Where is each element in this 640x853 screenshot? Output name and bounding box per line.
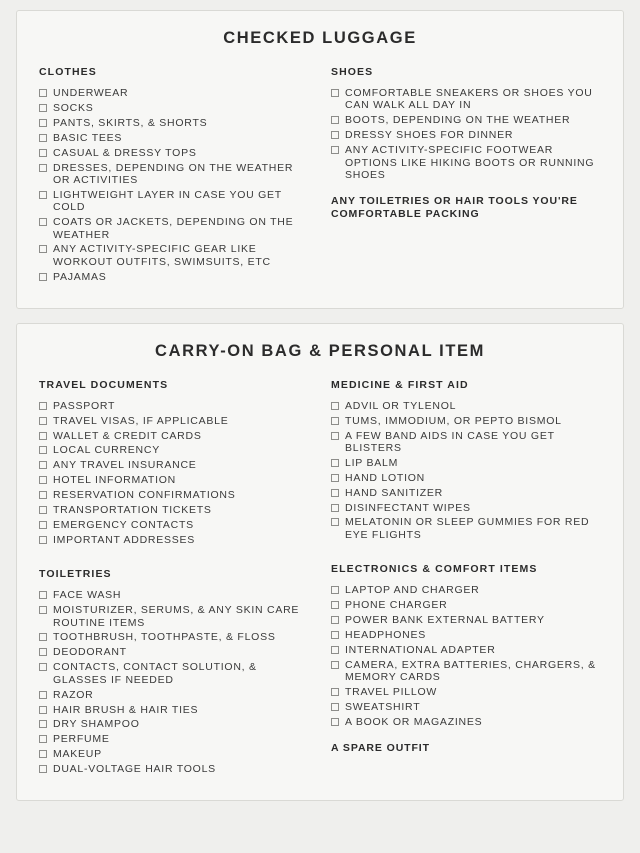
checkbox-icon[interactable] — [39, 402, 47, 410]
list-item-label: DUAL-VOLTAGE HAIR TOOLS — [53, 763, 216, 776]
list-item[interactable] — [331, 716, 601, 728]
list-item[interactable] — [39, 504, 309, 516]
list-item-label: DRY SHAMPOO — [53, 718, 140, 731]
checkbox-icon[interactable] — [39, 273, 47, 281]
checkbox-icon[interactable] — [39, 245, 47, 253]
checkbox-icon[interactable] — [331, 402, 339, 410]
list-item[interactable] — [39, 444, 309, 456]
list-item[interactable] — [39, 604, 309, 629]
list-item[interactable] — [39, 763, 309, 775]
list-item-label: PASSPORT — [53, 399, 116, 412]
list-item[interactable] — [331, 129, 601, 141]
section-note: A SPARE OUTFIT — [331, 742, 430, 755]
checkbox-icon[interactable] — [39, 506, 47, 514]
list-item[interactable] — [39, 132, 309, 144]
list-item[interactable] — [331, 415, 601, 427]
list-item-label: TRAVEL PILLOW — [345, 686, 438, 699]
list-item-label: LOCAL CURRENCY — [53, 444, 160, 457]
list-item-label: BOOTS, DEPENDING ON THE WEATHER — [345, 114, 571, 127]
list-item-label: HOTEL INFORMATION — [53, 474, 176, 487]
section-title: TRAVEL DOCUMENTS — [39, 378, 169, 391]
list-item[interactable] — [331, 457, 601, 469]
checkbox-icon[interactable] — [39, 765, 47, 773]
section-medicine-first-aid — [331, 379, 601, 542]
list-item-label: HAND SANITIZER — [345, 486, 444, 499]
checkbox-icon[interactable] — [39, 591, 47, 599]
checkbox-icon[interactable] — [39, 218, 47, 226]
checkbox-icon[interactable] — [39, 606, 47, 614]
checkbox-icon[interactable] — [331, 718, 339, 726]
list-item-label: IMPORTANT ADDRESSES — [53, 533, 196, 546]
checkbox-icon[interactable] — [331, 146, 339, 154]
list-item-label: DEODORANT — [53, 646, 127, 659]
list-item-label: DRESSES, DEPENDING ON THE WEATHER OR ACTIVITIES — [53, 161, 294, 186]
list-item[interactable] — [39, 589, 309, 601]
list-item[interactable] — [331, 686, 601, 698]
list-item[interactable] — [39, 631, 309, 643]
list-item-label: LAPTOP AND CHARGER — [345, 584, 480, 597]
list-item-label: PERFUME — [53, 733, 110, 746]
list-item[interactable] — [39, 189, 309, 214]
checkbox-icon[interactable] — [331, 646, 339, 654]
checkbox-icon[interactable] — [331, 504, 339, 512]
checkbox-icon[interactable] — [331, 89, 339, 97]
list-item-label: FACE WASH — [53, 589, 122, 602]
list-item[interactable] — [39, 415, 309, 427]
list-item-label: PANTS, SKIRTS, & SHORTS — [53, 116, 208, 129]
list-item[interactable] — [331, 584, 601, 596]
list-item[interactable] — [331, 144, 601, 181]
checkbox-icon[interactable] — [39, 735, 47, 743]
checkbox-icon[interactable] — [39, 663, 47, 671]
list-item[interactable] — [331, 430, 601, 455]
list-item-label: DRESSY SHOES FOR DINNER — [345, 129, 514, 142]
list-item-label: INTERNATIONAL ADAPTER — [345, 643, 496, 656]
checkbox-icon[interactable] — [331, 688, 339, 696]
checkbox-icon[interactable] — [39, 521, 47, 529]
column — [39, 379, 309, 778]
checkbox-icon[interactable] — [39, 750, 47, 758]
list-item[interactable] — [39, 474, 309, 486]
list-item[interactable] — [331, 659, 601, 684]
list-item[interactable] — [39, 534, 309, 546]
checkbox-icon[interactable] — [39, 119, 47, 127]
checklist-items — [39, 87, 309, 283]
checkbox-icon[interactable] — [331, 661, 339, 669]
list-item-label: MELATONIN OR SLEEP GUMMIES FOR RED EYE FLIGHTS — [345, 516, 590, 541]
list-item-label: RAZOR — [53, 688, 94, 701]
checkbox-icon[interactable] — [331, 703, 339, 711]
list-item[interactable] — [39, 733, 309, 745]
checkbox-icon[interactable] — [39, 191, 47, 199]
list-item-label: ANY ACTIVITY-SPECIFIC GEAR LIKE WORKOUT OUTFITS, SWIMSUITS, ETC — [53, 243, 271, 268]
checkbox-icon[interactable] — [39, 432, 47, 440]
section-shoes — [331, 66, 601, 221]
list-item[interactable] — [331, 114, 601, 126]
list-item-label: TUMS, IMMODIUM, OR PEPTO BISMOL — [345, 414, 562, 427]
checkbox-icon[interactable] — [39, 164, 47, 172]
section-toiletries — [39, 568, 309, 775]
checklist-items — [331, 400, 601, 542]
section-title: CLOTHES — [39, 66, 97, 78]
checkbox-icon[interactable] — [39, 648, 47, 656]
list-item[interactable] — [331, 516, 601, 541]
checkbox-icon[interactable] — [331, 601, 339, 609]
list-item[interactable] — [331, 701, 601, 713]
card-columns — [39, 66, 601, 286]
checkbox-icon[interactable] — [39, 461, 47, 469]
checkbox-icon[interactable] — [39, 633, 47, 641]
list-item-label: ANY TRAVEL INSURANCE — [53, 459, 197, 472]
list-item-label: HEADPHONES — [345, 628, 427, 641]
card-columns — [39, 379, 601, 778]
list-item[interactable] — [331, 472, 601, 484]
section-travel-documents — [39, 379, 309, 547]
checklist-items — [331, 87, 601, 181]
card-title: CHECKED LUGGAGE — [223, 29, 417, 47]
list-item[interactable] — [39, 102, 309, 114]
list-item-label: LIP BALM — [345, 456, 399, 469]
list-item[interactable] — [331, 614, 601, 626]
checklist-items — [39, 589, 309, 775]
checkbox-icon[interactable] — [39, 706, 47, 714]
list-item-label: SOCKS — [53, 101, 94, 114]
checklist-card — [16, 10, 624, 309]
list-item[interactable] — [39, 489, 309, 501]
list-item-label: ADVIL OR TYLENOL — [345, 399, 457, 412]
checkbox-icon[interactable] — [331, 489, 339, 497]
list-item[interactable] — [39, 519, 309, 531]
list-item-label: MOISTURIZER, SERUMS, & ANY SKIN CARE ROUTINE ITEMS — [53, 604, 300, 629]
section-note: ANY TOILETRIES OR HAIR TOOLS YOU'RE COMFORTABLE PACKING — [331, 195, 578, 220]
column — [331, 379, 601, 778]
checkbox-icon[interactable] — [39, 446, 47, 454]
checkbox-icon[interactable] — [331, 586, 339, 594]
list-item-label: WALLET & CREDIT CARDS — [53, 429, 202, 442]
list-item[interactable] — [39, 704, 309, 716]
checkbox-icon[interactable] — [331, 131, 339, 139]
list-item[interactable] — [39, 87, 309, 99]
list-item-label: POWER BANK EXTERNAL BATTERY — [345, 614, 545, 627]
checkbox-icon[interactable] — [331, 417, 339, 425]
list-item-label: MAKEUP — [53, 748, 102, 761]
list-item[interactable] — [39, 243, 309, 268]
checkbox-icon[interactable] — [331, 432, 339, 440]
list-item-label: PHONE CHARGER — [345, 599, 448, 612]
checkbox-icon[interactable] — [331, 631, 339, 639]
checkbox-icon[interactable] — [39, 691, 47, 699]
column — [39, 66, 309, 286]
list-item-label: TRANSPORTATION TICKETS — [53, 504, 212, 517]
list-item[interactable] — [39, 162, 309, 187]
list-item[interactable] — [39, 400, 309, 412]
list-item-label: A FEW BAND AIDS IN CASE YOU GET BLISTERS — [345, 429, 555, 454]
list-item[interactable] — [331, 644, 601, 656]
checkbox-icon[interactable] — [39, 149, 47, 157]
list-item-label: A BOOK OR MAGAZINES — [345, 715, 483, 728]
list-item-label: ANY ACTIVITY-SPECIFIC FOOTWEAR OPTIONS LIKE HIKING BOOTS OR RUNNING SHOES — [345, 144, 595, 181]
card-title: CARRY-ON BAG & PERSONAL ITEM — [155, 341, 485, 360]
list-item-label: UNDERWEAR — [53, 87, 129, 99]
list-item[interactable] — [331, 400, 601, 412]
section-title: MEDICINE & FIRST AID — [331, 378, 469, 391]
checkbox-icon[interactable] — [39, 104, 47, 112]
section-title: TOILETRIES — [39, 568, 112, 581]
list-item[interactable] — [39, 646, 309, 658]
checklist-card — [16, 323, 624, 801]
list-item-label: SWEATSHIRT — [345, 701, 421, 713]
list-item-label: CAMERA, EXTRA BATTERIES, CHARGERS, & MEMORY CARDS — [345, 658, 596, 684]
list-item[interactable] — [39, 216, 309, 241]
list-item[interactable] — [331, 599, 601, 611]
list-item-label: HAIR BRUSH & HAIR TIES — [53, 703, 199, 716]
checkbox-icon[interactable] — [39, 417, 47, 425]
list-item[interactable] — [331, 87, 601, 112]
list-item[interactable] — [39, 147, 309, 159]
checkbox-icon[interactable] — [331, 459, 339, 467]
list-item-label: BASIC TEES — [53, 131, 123, 144]
list-item[interactable] — [39, 459, 309, 471]
checklist-items — [39, 400, 309, 547]
list-item-label: DISINFECTANT WIPES — [345, 501, 471, 514]
list-item-label: TOOTHBRUSH, TOOTHPASTE, & FLOSS — [53, 631, 276, 644]
list-item-label: COMFORTABLE SNEAKERS OR SHOES YOU CAN WALK ALL DAY IN — [345, 87, 593, 112]
checkbox-icon[interactable] — [39, 491, 47, 499]
list-item[interactable] — [331, 629, 601, 641]
section-electronics-comfort-items — [331, 563, 601, 755]
section-title: ELECTRONICS & COMFORT ITEMS — [331, 563, 538, 576]
checkbox-icon[interactable] — [39, 89, 47, 97]
list-item-label: CONTACTS, CONTACT SOLUTION, & GLASSES IF NEEDED — [53, 661, 257, 686]
checkbox-icon[interactable] — [39, 476, 47, 484]
list-item-label: TRAVEL VISAS, IF APPLICABLE — [53, 414, 229, 427]
list-item[interactable] — [39, 271, 309, 283]
list-item-label: EMERGENCY CONTACTS — [53, 518, 194, 531]
list-item[interactable] — [331, 502, 601, 514]
checkbox-icon[interactable] — [331, 474, 339, 482]
list-item[interactable] — [39, 117, 309, 129]
list-item-label: CASUAL & DRESSY TOPS — [53, 146, 197, 159]
checkbox-icon[interactable] — [39, 134, 47, 142]
list-item-label: COATS OR JACKETS, DEPENDING ON THE WEATHER — [53, 216, 294, 241]
checklist-items — [331, 584, 601, 728]
list-item[interactable] — [39, 748, 309, 760]
checkbox-icon[interactable] — [331, 116, 339, 124]
list-item-label: HAND LOTION — [345, 471, 426, 484]
list-item[interactable] — [331, 487, 601, 499]
list-item-label: RESERVATION CONFIRMATIONS — [53, 489, 236, 502]
checkbox-icon[interactable] — [39, 536, 47, 544]
checkbox-icon[interactable] — [331, 616, 339, 624]
list-item[interactable] — [39, 718, 309, 730]
list-item[interactable] — [39, 661, 309, 686]
section-title: SHOES — [331, 66, 374, 78]
list-item[interactable] — [39, 430, 309, 442]
checkbox-icon[interactable] — [39, 720, 47, 728]
list-item-label: LIGHTWEIGHT LAYER IN CASE YOU GET COLD — [53, 188, 282, 214]
list-item-label: PAJAMAS — [53, 270, 107, 283]
column — [331, 66, 601, 286]
list-item[interactable] — [39, 689, 309, 701]
checkbox-icon[interactable] — [331, 518, 339, 526]
section-clothes — [39, 66, 309, 283]
